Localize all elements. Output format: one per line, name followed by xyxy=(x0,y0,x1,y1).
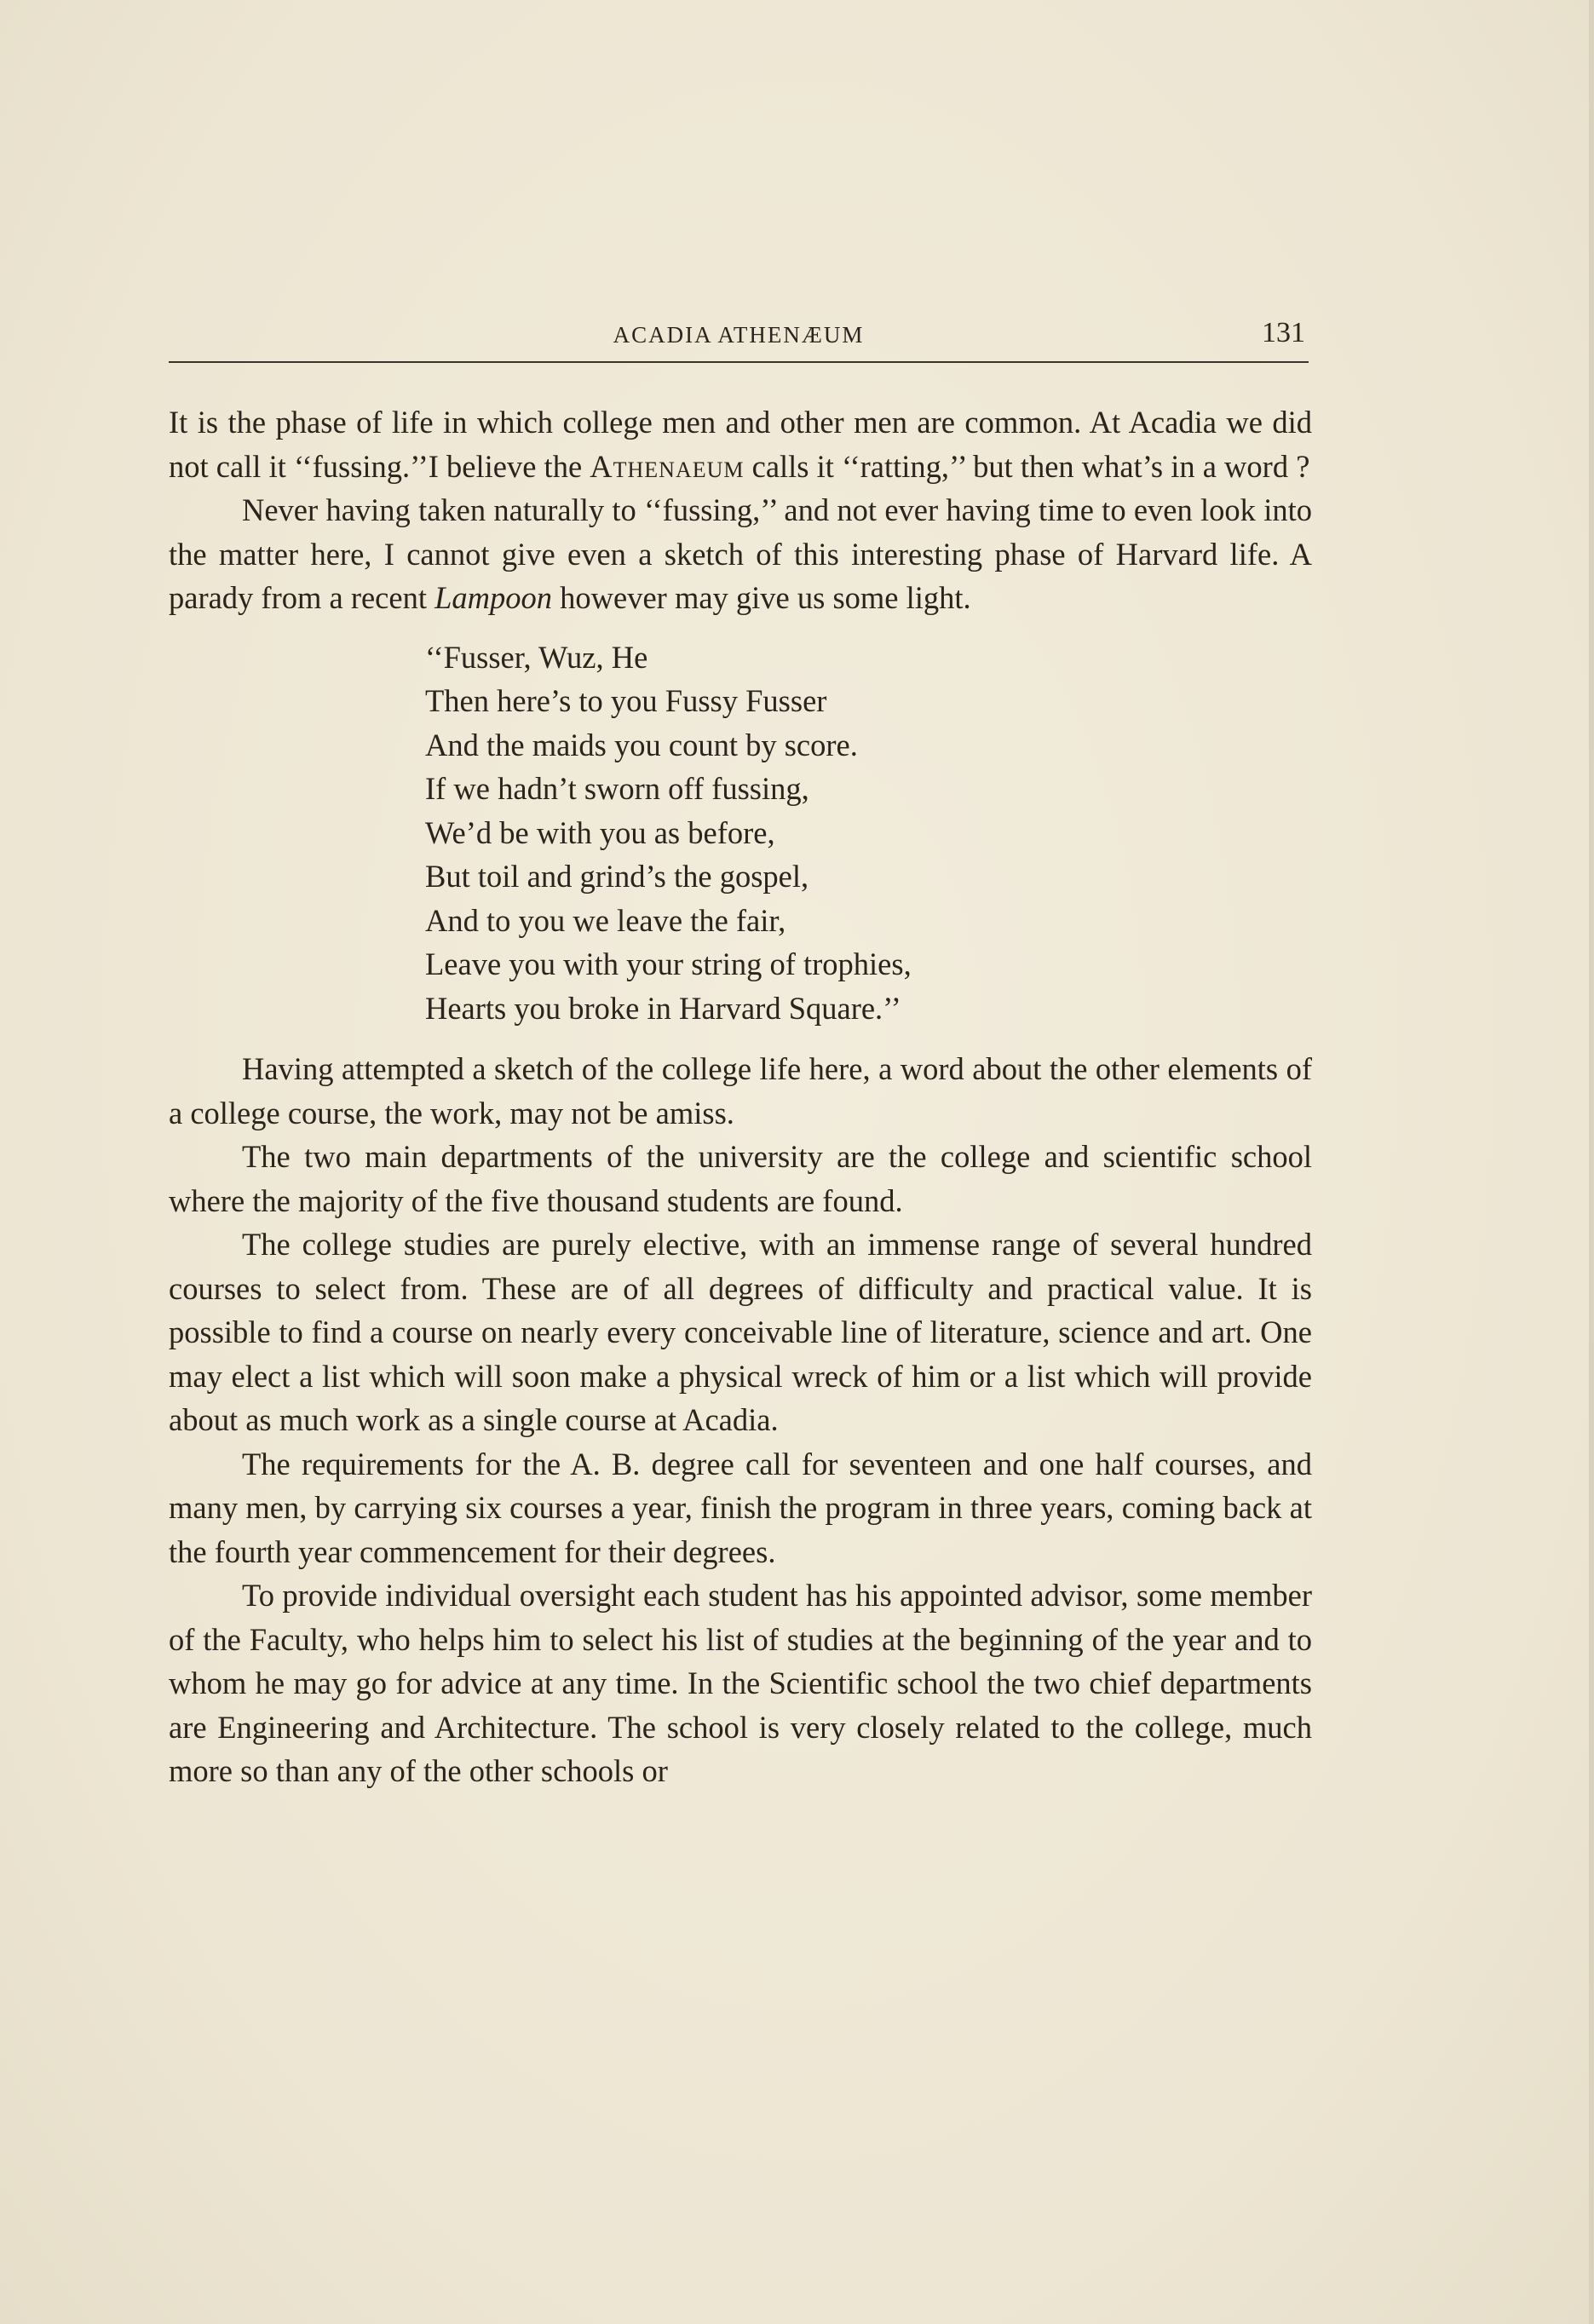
poem xyxy=(425,636,1312,1031)
poem-line: We’d be with you as before, xyxy=(425,814,775,850)
paragraph: Having attempted a sketch of the college life here, a word about the other elements of a college course, the work, may not be amiss. xyxy=(169,1051,1312,1130)
body-text xyxy=(169,400,1312,1793)
magazine-title: Lampoon xyxy=(434,580,553,615)
running-head: ACADIA ATHENÆUM xyxy=(613,322,865,348)
paragraph: To provide individual oversight each student has his appointed advisor, some member of the Faculty, who helps him to select his list of studies at the beginning of the year and to whom he may go for advice at any time. In the Scientific school the two chief departments are Engineering and Architecture. The school is very closely related to the college, much more so than any of the other schools or xyxy=(169,1578,1312,1788)
paragraph: The college studies are purely elective, with an immense range of several hundred courses to select from. These are of all degrees of difficulty and practical value. It is possible to find a course on nearly every conceivable line of literature, science and art. One may elect a list which will soon make a physical wreck of him or a list which will provide about as much work as a single course at Acadia. xyxy=(169,1227,1312,1437)
poem-line: And the maids you count by score. xyxy=(425,727,858,762)
poem-line: Then here’s to you Fussy Fusser xyxy=(425,683,827,718)
poem-line: Hearts you broke in Harvard Square.’’ xyxy=(425,990,901,1026)
poem-line: And to you we leave the fair, xyxy=(425,902,786,938)
header-rule xyxy=(169,361,1309,363)
poem-line: ‘‘Fusser, Wuz, He xyxy=(425,639,648,675)
poem-line: Leave you with your string of trophies, xyxy=(425,946,912,981)
paragraph: The two main departments of the university are the college and scientific school where the majority of the five thousand students are found. xyxy=(169,1139,1312,1218)
page-header xyxy=(169,317,1309,360)
paragraph: It is the phase of life in which college men and other men are common. At Acadia we did not call it ‘‘fussing.’’I believe the Athenaeum calls it ‘‘ratting,’’ but then what’s in a word ? xyxy=(169,405,1312,484)
poem-line: If we hadn’t sworn off fussing, xyxy=(425,771,809,806)
journal-name: Athenaeum xyxy=(590,448,745,484)
page-edge xyxy=(1589,0,1594,2324)
paragraph: The requirements for the A. B. degree call for seventeen and one half courses, and many men, by carrying six courses a year, finish the program in three years, coming back at the fourth year commencement for their degrees. xyxy=(169,1446,1312,1569)
poem-line: But toil and grind’s the gospel, xyxy=(425,859,809,894)
page-number: 131 xyxy=(1262,317,1305,348)
paragraph: Never having taken naturally to ‘‘fussing,’’ and not ever having time to even look into the matter here, I cannot give even a sketch of this interesting phase of Harvard life. A parady from a recent Lampoon however may give us some light. xyxy=(169,492,1312,615)
